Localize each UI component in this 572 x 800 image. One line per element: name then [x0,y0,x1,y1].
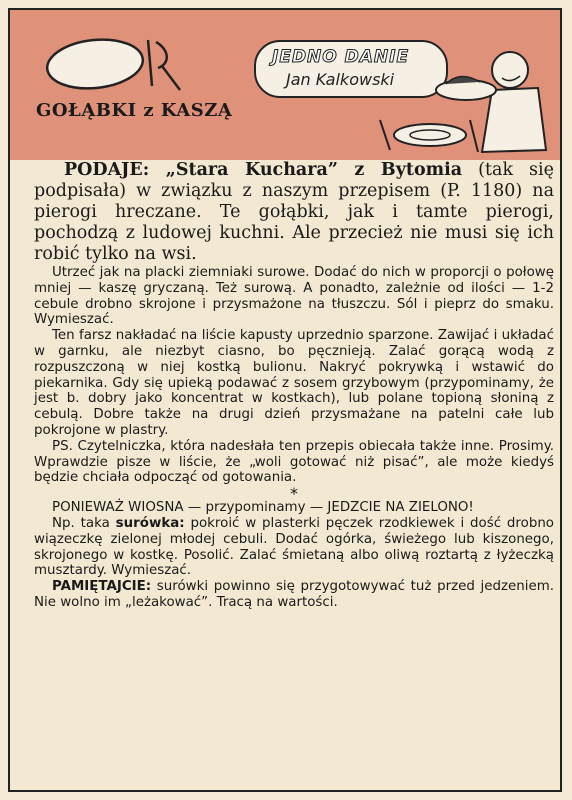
remember-keyword: PAMIĘTAJCIE: [52,579,152,595]
salad-paragraph [34,516,554,579]
remember-text: surówki powinno się przygotowywać tuż przed jedzeniem. Nie wolno im „leżakować”. Tracą na wartości. [34,579,554,610]
oval-logo-icon [40,28,200,98]
lead-bold: PODAJE: „Stara Kuchara” z Bytomia [64,160,463,180]
article-header [10,10,560,160]
remember-paragraph [34,579,554,611]
spring-paragraph: PONIEWAŻ WIOSNA — przypominamy — JEDZCIE NA ZIELONO! [52,500,474,516]
salad-intro: Np. taka [52,515,116,531]
column-title: JEDNO DANIE [272,47,410,67]
salad-text: pokroić w plasterki pęczek rzodkiewek i dość drobno wiązeczkę zielonej młodej cebuli. Dodać ogórka, świeżego lub kiszonego, skrojonego w kostkę. Posolić. Zalać śmietaną albo oliwą roztartą z łyżeczką musztardy. Wymieszać. [34,515,555,579]
lead-paragraph [34,160,554,265]
section-star: * [290,484,298,504]
article-frame [8,8,562,792]
author-name: Jan Kalkowski [286,70,395,89]
salad-keyword: surówka: [115,515,185,531]
diner-illustration-icon [370,40,550,160]
postscript-paragraph: PS. Czytelniczka, która nadesłała ten przepis obiecała także inne. Prosimy. Wprawdzie pisze w liście, że „woli gotować niż pisać”, ale może kiedyś będzie chciała odpocząć od gotowania. [34,438,554,486]
article-body [34,160,554,611]
recipe-paragraph-1: Utrzeć jak na placki ziemniaki surowe. Dodać do nich w proporcji o połowę mniej — kaszę gryczaną. Też surową. A ponadto, zależnie od ilości — 1-2 cebule drobno skrojone i przysmażone na tłuszczu. Sól i pieprz do smaku. Wymieszać. [34,265,554,328]
lead-text: (tak się podpisała) w związku z naszym przepisem (P. 1180) na pierogi hreczane. Te gołąbki, jak i tamte pierogi, pochodzą z ludowej kuchni. Ale przecież nie musi się ich robić tylko na wsi. [34,160,554,264]
recipe-paragraph-2: Ten farsz nakładać na liście kapusty uprzednio sparzone. Zawijać i układać w garnku, ale niezbyt ciasno, bo pęcznieją. Zalać gorącą wodą z rozpuszczoną w niej kostką bulionu. Nakryć pokrywką i wstawić do piekarnika. Gdy się upieką podawać z sosem grzybowym (przypominamy, że jest b. dobry jako koncentrat w kostkach), lub polane topioną słoniną z cebulą. Dobre także na drugi dzień przysmażane na patelni całe lub pokrojone w plastry. [34,328,554,438]
article-title: GOŁĄBKI z KASZĄ [36,100,233,121]
